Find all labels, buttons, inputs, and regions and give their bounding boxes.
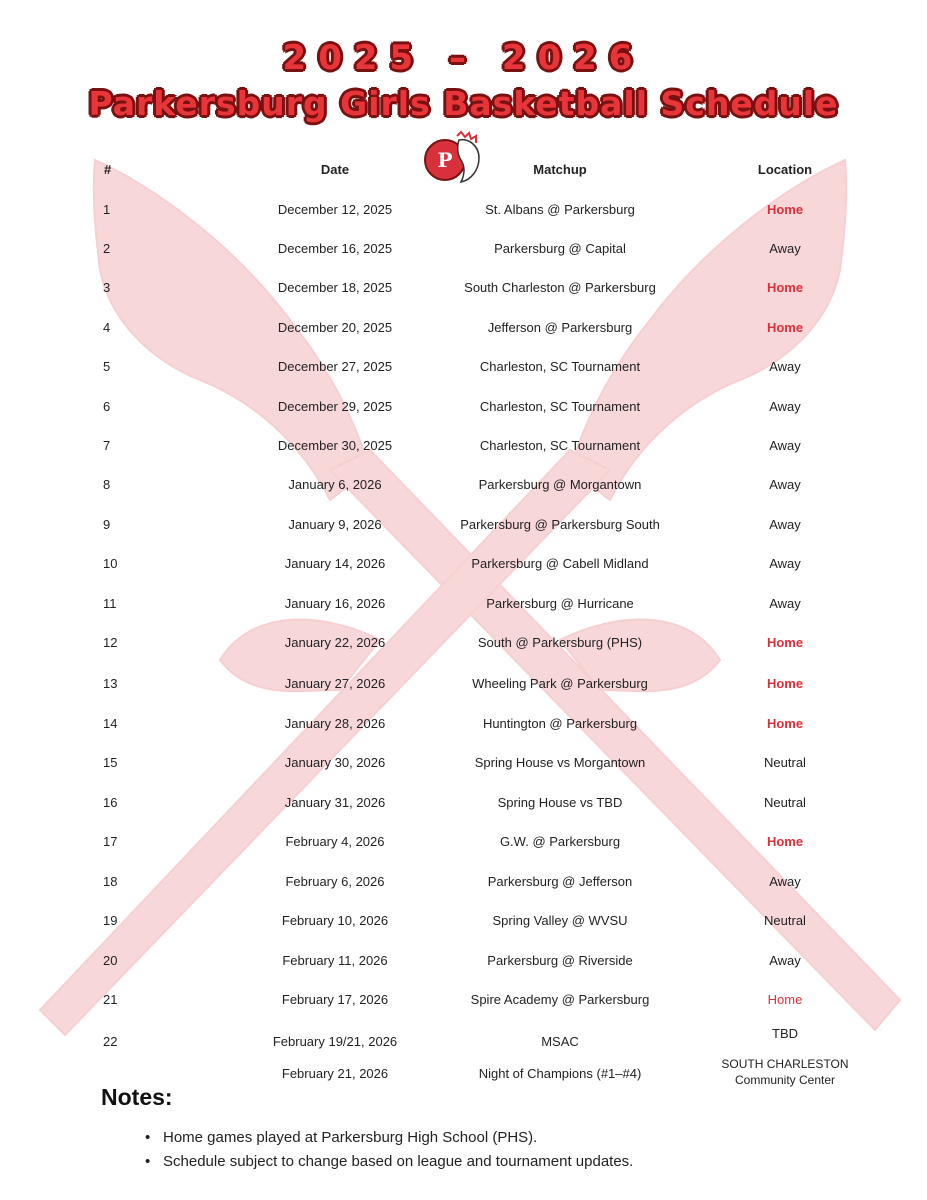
game-number: 10 bbox=[103, 556, 118, 571]
game-location: Neutral bbox=[764, 795, 806, 810]
game-matchup: Jefferson @ Parkersburg bbox=[487, 320, 633, 335]
game-matchup: Parkersburg @ Hurricane bbox=[486, 596, 634, 611]
table-row bbox=[0, 953, 927, 973]
game-date: December 29, 2025 bbox=[277, 399, 393, 414]
table-row bbox=[0, 834, 927, 854]
game-matchup: G.W. @ Parkersburg bbox=[499, 834, 621, 849]
notes-list bbox=[145, 1126, 633, 1174]
game-location: Home bbox=[766, 716, 804, 731]
table-row bbox=[0, 399, 927, 419]
schedule-title: Parkersburg Girls Basketball Schedule bbox=[88, 84, 839, 123]
game-date: January 16, 2026 bbox=[284, 596, 386, 611]
game-location: Home bbox=[766, 320, 804, 335]
game-number: 1 bbox=[103, 202, 111, 217]
column-header-location: Location bbox=[757, 162, 813, 177]
game-matchup: Spring House vs Morgantown bbox=[474, 755, 646, 770]
season-year-title: 2025 – 2026 bbox=[282, 38, 645, 78]
game-date: January 31, 2026 bbox=[284, 795, 386, 810]
game-matchup: South Charleston @ Parkersburg bbox=[464, 280, 656, 295]
game-location: Home bbox=[767, 992, 803, 1007]
game-date: January 9, 2026 bbox=[288, 517, 382, 532]
game-matchup: St. Albans @ Parkersburg bbox=[485, 202, 635, 217]
game-number: 21 bbox=[103, 992, 118, 1007]
game-location: Home bbox=[766, 834, 804, 849]
game-date: February 10, 2026 bbox=[281, 913, 389, 928]
game-matchup: Charleston, SC Tournament bbox=[479, 359, 641, 374]
game-location: Away bbox=[769, 596, 801, 611]
game-matchup: Spring Valley @ WVSU bbox=[492, 913, 628, 928]
game-number: 8 bbox=[103, 477, 111, 492]
game-number: 12 bbox=[103, 635, 118, 650]
table-row bbox=[0, 596, 927, 616]
game-date: December 16, 2025 bbox=[277, 241, 393, 256]
table-row bbox=[0, 716, 927, 736]
table-row bbox=[0, 320, 927, 340]
game-number: 13 bbox=[103, 676, 118, 691]
game-number: 2 bbox=[103, 241, 111, 256]
table-row bbox=[0, 241, 927, 261]
game-matchup: Huntington @ Parkersburg bbox=[482, 716, 638, 731]
game-number: 9 bbox=[103, 517, 111, 532]
table-row bbox=[0, 635, 927, 655]
game-number: 17 bbox=[103, 834, 118, 849]
table-row bbox=[0, 517, 927, 537]
game-location: Neutral bbox=[764, 755, 806, 770]
table-row bbox=[0, 556, 927, 576]
table-row bbox=[0, 795, 927, 815]
game-date: December 27, 2025 bbox=[277, 359, 393, 374]
table-row bbox=[0, 755, 927, 775]
game-number: 11 bbox=[103, 596, 117, 611]
game-date: December 12, 2025 bbox=[277, 202, 393, 217]
notes-heading: Notes: bbox=[101, 1084, 173, 1110]
game-matchup: Parkersburg @ Riverside bbox=[487, 953, 633, 968]
table-row bbox=[0, 874, 927, 894]
table-row bbox=[0, 676, 927, 696]
table-row bbox=[0, 477, 927, 497]
table-row bbox=[0, 913, 927, 933]
game-number: 6 bbox=[103, 399, 111, 414]
game-matchup: Parkersburg @ Capital bbox=[494, 241, 626, 256]
game-matchup: South @ Parkersburg (PHS) bbox=[477, 635, 643, 650]
game-location: Home bbox=[766, 676, 804, 691]
game-location: Home bbox=[766, 202, 804, 217]
game-location: Away bbox=[769, 517, 801, 532]
game-matchup: Spire Academy @ Parkersburg bbox=[470, 992, 650, 1007]
game-location: Away bbox=[769, 241, 801, 256]
game-date: February 19/21, 2026 bbox=[272, 1034, 398, 1049]
table-row bbox=[0, 992, 927, 1012]
table-row bbox=[0, 280, 927, 300]
game-matchup: Spring House vs TBD bbox=[497, 795, 623, 810]
game-number: 14 bbox=[103, 716, 118, 731]
game-number: 18 bbox=[103, 874, 118, 889]
game-number: 19 bbox=[103, 913, 118, 928]
game-date: January 6, 2026 bbox=[288, 477, 382, 492]
column-header-date: Date bbox=[320, 162, 350, 177]
game-location: TBD bbox=[772, 1026, 798, 1041]
table-row bbox=[0, 438, 927, 458]
logo-letter: P bbox=[437, 148, 453, 172]
table-row bbox=[0, 202, 927, 222]
game-date: January 28, 2026 bbox=[284, 716, 386, 731]
note-item: • Home games played at Parkersburg High School (PHS). bbox=[145, 1126, 633, 1150]
game-matchup: Parkersburg @ Cabell Midland bbox=[471, 556, 649, 571]
game-matchup: Charleston, SC Tournament bbox=[479, 438, 641, 453]
game-location: Away bbox=[769, 438, 801, 453]
game-matchup: Parkersburg @ Morgantown bbox=[478, 477, 642, 492]
game-date: December 20, 2025 bbox=[277, 320, 393, 335]
game-location: Away bbox=[769, 477, 801, 492]
game-date: January 14, 2026 bbox=[284, 556, 386, 571]
game-location: Away bbox=[769, 399, 801, 414]
game-location: Away bbox=[769, 953, 801, 968]
game-date: February 21, 2026 bbox=[281, 1066, 389, 1081]
game-location: Away bbox=[769, 874, 801, 889]
game-number: 3 bbox=[103, 280, 111, 295]
game-matchup: Charleston, SC Tournament bbox=[479, 399, 641, 414]
game-date: January 22, 2026 bbox=[284, 635, 386, 650]
game-number: 7 bbox=[103, 438, 111, 453]
table-row bbox=[0, 1026, 927, 1054]
game-number: 22 bbox=[103, 1034, 118, 1049]
game-date: December 30, 2025 bbox=[277, 438, 393, 453]
game-number: 15 bbox=[103, 755, 118, 770]
game-number: 16 bbox=[103, 795, 118, 810]
game-date: December 18, 2025 bbox=[277, 280, 393, 295]
game-matchup: Parkersburg @ Parkersburg South bbox=[460, 517, 660, 532]
game-date: January 27, 2026 bbox=[284, 676, 386, 691]
column-header-number: # bbox=[104, 162, 112, 177]
game-number: 4 bbox=[103, 320, 111, 335]
game-matchup: Night of Champions (#1–#4) bbox=[478, 1066, 642, 1081]
game-location: Home bbox=[766, 635, 804, 650]
game-location: Neutral bbox=[764, 913, 806, 928]
game-matchup: Wheeling Park @ Parkersburg bbox=[472, 676, 648, 691]
game-number: 20 bbox=[103, 953, 118, 968]
game-matchup: Parkersburg @ Jefferson bbox=[487, 874, 633, 889]
game-date: February 4, 2026 bbox=[285, 834, 385, 849]
venue-line-1: SOUTH CHARLESTON bbox=[721, 1057, 849, 1071]
game-location: Home bbox=[766, 280, 804, 295]
venue-line-2: Community Center bbox=[734, 1073, 836, 1087]
column-header-matchup: Matchup bbox=[533, 162, 587, 177]
game-date: February 6, 2026 bbox=[285, 874, 385, 889]
game-number: 5 bbox=[103, 359, 111, 374]
table-row bbox=[0, 359, 927, 379]
game-date: February 17, 2026 bbox=[281, 992, 389, 1007]
game-date: January 30, 2026 bbox=[284, 755, 386, 770]
note-item: • Schedule subject to change based on league and tournament updates. bbox=[145, 1150, 633, 1174]
game-date: February 11, 2026 bbox=[282, 953, 388, 968]
game-location: Away bbox=[769, 359, 801, 374]
game-matchup: MSAC bbox=[541, 1034, 579, 1049]
game-location: Away bbox=[769, 556, 801, 571]
